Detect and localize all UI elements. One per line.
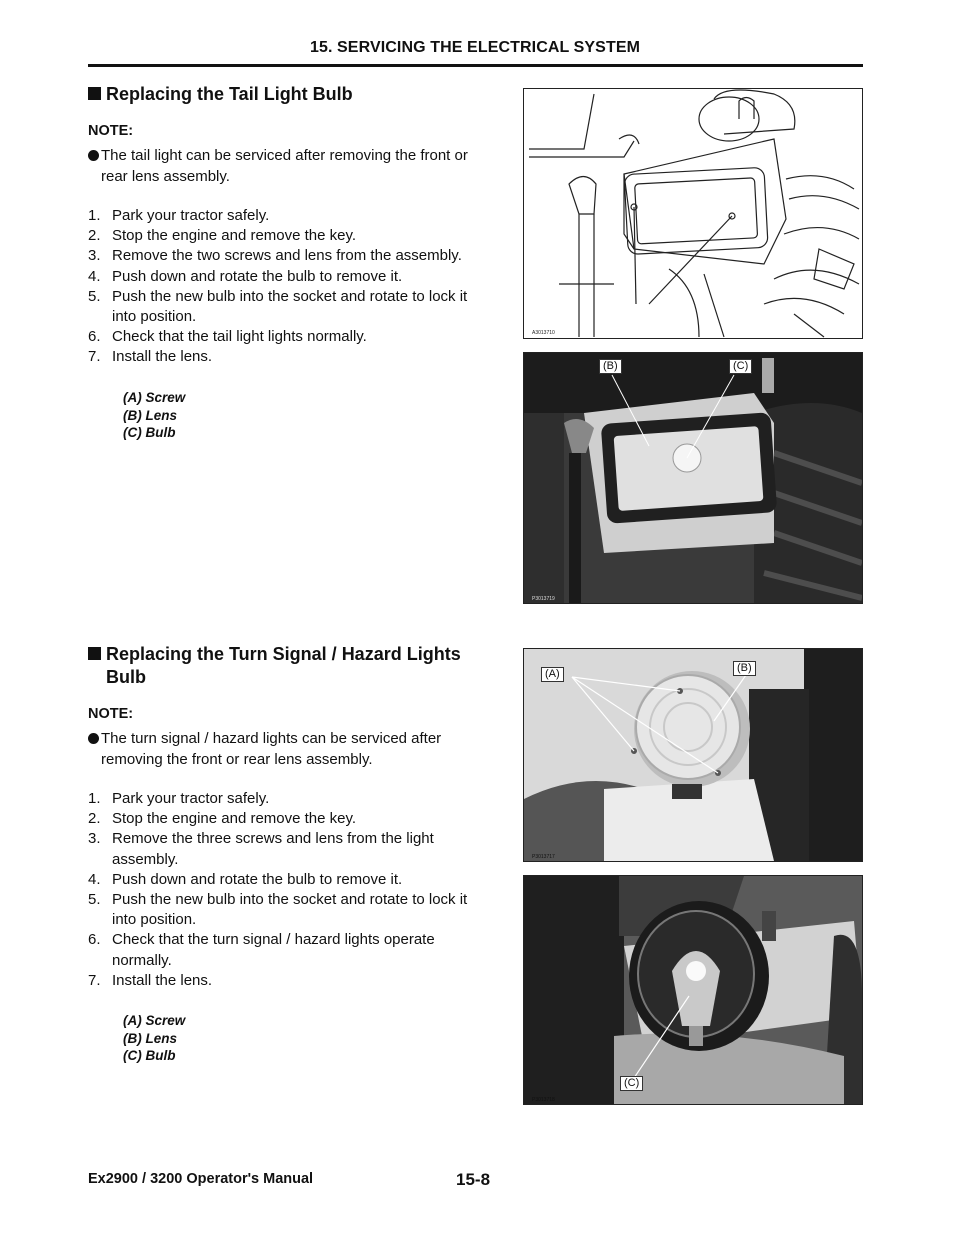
step-number: 3.	[88, 830, 101, 848]
figure-code: P3013719	[532, 596, 555, 602]
step-text: Remove the three screws and lens from the light	[112, 830, 434, 848]
step-number: 5.	[88, 891, 101, 909]
section-title-text-cont: Bulb	[106, 667, 146, 687]
steps-list-tail-light	[88, 206, 488, 368]
step-number: 2.	[88, 810, 101, 828]
figure-code: A3013710	[532, 330, 555, 336]
step-text: Push down and rotate the bulb to remove it.	[112, 267, 403, 285]
figure-code: P3013718	[532, 1097, 555, 1103]
figure-legend-turn-signal	[123, 1012, 185, 1065]
list-item	[88, 347, 488, 367]
figure-legend-tail-light	[123, 389, 185, 442]
legend-item: (A) Screw	[123, 390, 186, 405]
callout-c: (C)	[729, 359, 752, 374]
bullet-dot-icon	[88, 733, 99, 744]
callout-c: (C)	[620, 1076, 643, 1091]
turn-signal-lens-photo	[524, 649, 862, 861]
figure-code: P3013717	[532, 854, 555, 860]
list-item	[88, 930, 488, 970]
step-text: Park your tractor safely.	[112, 207, 270, 224]
step-number: 6.	[88, 328, 101, 346]
step-number: 7.	[88, 971, 101, 989]
step-text-cont: assembly.	[112, 850, 179, 868]
figure-tail-light-photo	[523, 352, 863, 604]
callout-a: (A)	[541, 667, 564, 682]
list-item	[88, 287, 488, 327]
bullet-dot-icon	[88, 150, 99, 161]
step-number: 4.	[88, 870, 101, 888]
step-number: 2.	[88, 227, 101, 245]
list-item	[88, 971, 488, 991]
callout-b: (B)	[599, 359, 622, 374]
square-bullet-icon	[88, 647, 101, 660]
legend-item: (C) Bulb	[123, 1048, 176, 1063]
step-text: Push down and rotate the bulb to remove it.	[112, 870, 403, 888]
step-number: 1.	[88, 790, 101, 807]
step-text: Stop the engine and remove the key.	[112, 227, 357, 245]
section-title-turn-signal	[88, 643, 488, 689]
list-item	[88, 267, 488, 287]
note-text-line2: removing the front or rear lens assembly.	[101, 750, 373, 768]
callout-b: (B)	[733, 661, 756, 676]
step-text-cont: into position.	[112, 911, 197, 929]
list-item	[88, 226, 488, 246]
step-text-cont: into position.	[112, 308, 197, 326]
header-rule	[88, 64, 863, 67]
figure-turn-signal-bulb	[523, 875, 863, 1105]
note-text-line1: The tail light can be serviced after removing the front or	[101, 147, 468, 164]
section-title-tail-light	[88, 83, 488, 106]
page-number: 15-8	[456, 1170, 491, 1189]
note-label: NOTE:	[88, 706, 134, 722]
step-text: Check that the turn signal / hazard lights operate	[112, 931, 435, 949]
step-text-cont: normally.	[112, 951, 172, 969]
turn-signal-bulb-photo	[524, 876, 862, 1104]
square-bullet-icon	[88, 87, 101, 100]
figure-tail-light-drawing	[523, 88, 863, 339]
step-text: Push the new bulb into the socket and rotate to lock it	[112, 891, 468, 909]
step-text: Install the lens.	[112, 348, 213, 366]
chapter-header: 15. SERVICING THE ELECTRICAL SYSTEM	[309, 39, 641, 56]
legend-item: (B) Lens	[123, 1030, 177, 1046]
list-item	[88, 327, 488, 347]
step-text: Stop the engine and remove the key.	[112, 810, 357, 828]
step-text: Check that the tail light lights normally.	[112, 328, 367, 346]
step-text: Remove the two screws and lens from the assembly.	[112, 247, 462, 265]
list-item	[88, 206, 488, 226]
step-text: Park your tractor safely.	[112, 790, 270, 807]
tail-light-drawing	[524, 89, 862, 338]
step-text: Push the new bulb into the socket and rotate to lock it	[112, 287, 468, 305]
step-number: 4.	[88, 267, 101, 285]
figure-turn-signal-lens	[523, 648, 863, 862]
section-title-text: Replacing the Tail Light Bulb	[106, 84, 353, 104]
note-bullet	[88, 146, 488, 187]
tail-light-photo	[524, 353, 862, 603]
legend-item: (B) Lens	[123, 407, 177, 423]
list-item	[88, 870, 488, 890]
note-label: NOTE:	[88, 123, 134, 139]
list-item	[88, 829, 488, 869]
list-item	[88, 246, 488, 266]
note-text-line2: rear lens assembly.	[101, 167, 230, 185]
section-title-text: Replacing the Turn Signal / Hazard Lights	[106, 644, 461, 664]
list-item	[88, 890, 488, 930]
steps-list-turn-signal	[88, 789, 488, 991]
note-bullet	[88, 729, 488, 770]
step-number: 3.	[88, 247, 101, 265]
step-number: 1.	[88, 207, 101, 224]
step-number: 5.	[88, 287, 101, 305]
list-item	[88, 809, 488, 829]
legend-item: (A) Screw	[123, 1013, 186, 1028]
footer-manual-title: Ex2900 / 3200 Operator's Manual	[88, 1171, 314, 1187]
list-item	[88, 789, 488, 809]
step-number: 6.	[88, 931, 101, 949]
step-text: Install the lens.	[112, 971, 213, 989]
step-number: 7.	[88, 348, 101, 366]
legend-item: (C) Bulb	[123, 425, 176, 440]
note-text-line1: The turn signal / hazard lights can be serviced after	[101, 730, 442, 747]
